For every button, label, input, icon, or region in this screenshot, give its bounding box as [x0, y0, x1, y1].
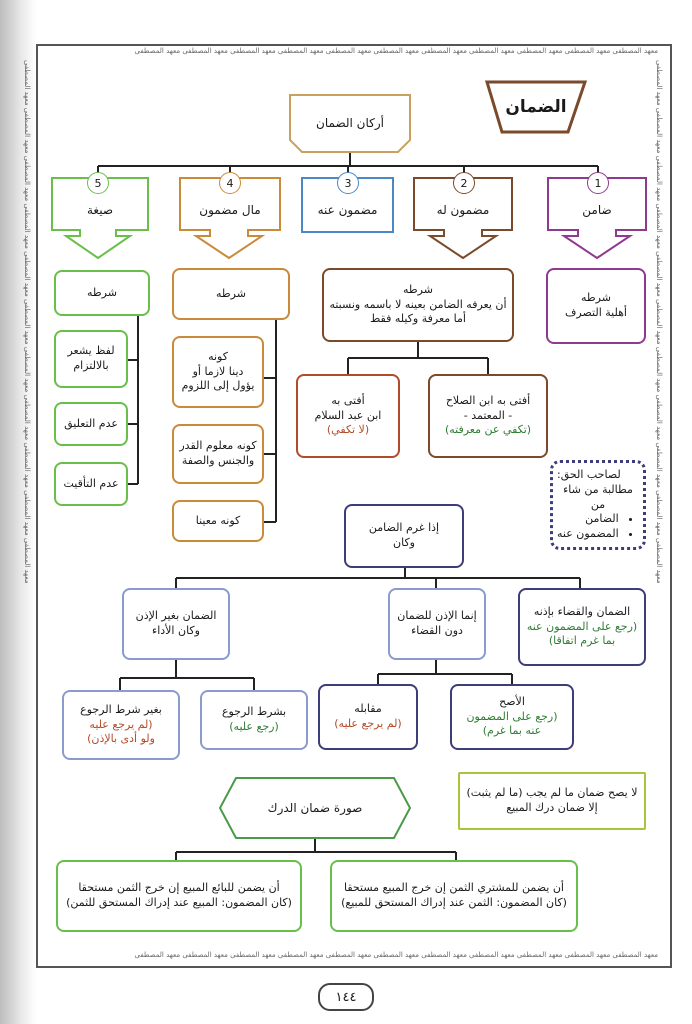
damin-condition-title: شرطه	[581, 291, 611, 305]
sigha-condition-item	[54, 402, 128, 446]
pillar-1-label: ضامن	[582, 203, 612, 217]
pillar-4-number: 4	[219, 172, 241, 194]
fatwa-ibn-abdsalam-note: (لا تكفي)	[326, 423, 370, 437]
pillar-3-label: مضمون عنه	[317, 203, 378, 217]
dark-case-buyer-box	[330, 860, 578, 932]
mal-condition-item-2-line2: والجنس والصفة	[181, 454, 255, 467]
sigha-condition-title: شرطه	[87, 285, 117, 299]
creditor-note-subtitle: مطالبة من شاء من	[563, 482, 633, 511]
asahh-note1: (رجع على المضمون	[466, 709, 558, 723]
case-2-line2: دون القضاء	[411, 624, 463, 637]
muqabiluhu-line1: مقابله	[354, 702, 382, 716]
mal-condition-title-box	[172, 268, 290, 320]
without-return-condition-note2: ولو أدى بالإذن)	[87, 732, 155, 746]
fatwa-ibn-abdsalam-box	[296, 374, 400, 458]
madmun-lahu-condition-title: شرطه	[403, 282, 433, 296]
fatwa-ibn-abdsalam-line1: أفتى به	[331, 393, 365, 407]
madmun-lahu-condition-box	[322, 268, 514, 342]
case-3-line2: وكان الأداء	[152, 624, 200, 637]
rule-box	[458, 772, 646, 830]
sigha-condition-title-box	[54, 270, 150, 316]
asahh-box	[450, 684, 574, 750]
border-text-bottom: معهد المصطفى معهد المصطفى معهد المصطفى معهد المصطفى معهد المصطفى معهد المصطفى معهد المصطفى معهد المصطفى معهد المصطفى معهد المصطفى معهد المصطفى	[134, 951, 658, 959]
without-return-condition-line1: بغير شرط الرجوع	[80, 702, 162, 716]
case-permission-guarantee-only-box	[388, 588, 486, 660]
root-label: أركان الضمان	[316, 116, 384, 130]
fatwa-ibn-abdsalam-line2: ابن عبد السلام	[314, 408, 382, 422]
dark-case-seller-line1: أن يضمن للبائع المبيع إن خرج الثمن مستحقا	[78, 881, 280, 895]
without-return-condition-note1: (لم يرجع عليه	[89, 717, 153, 731]
border-text-right: معهد المصطفى معهد المصطفى معهد المصطفى معهد المصطفى معهد المصطفى معهد المصطفى معهد المصطفى معهد المصطفى معهد المصطفى معهد المصطفى معهد المصطفى	[655, 60, 663, 584]
gharm-box	[344, 504, 464, 568]
sigha-condition-item-2: عدم التعليق	[64, 416, 118, 430]
sigha-condition-item-3: عدم التأقيت	[63, 476, 119, 490]
page-number: ١٤٤	[318, 983, 374, 1011]
asahh-note2: عنه بما غرم)	[482, 724, 542, 738]
pillar-2-number: 2	[453, 172, 475, 194]
mal-condition-title: شرطه	[216, 286, 246, 300]
border-text-left: معهد المصطفى معهد المصطفى معهد المصطفى معهد المصطفى معهد المصطفى معهد المصطفى معهد المصطفى معهد المصطفى معهد المصطفى معهد المصطفى معهد المصطفى	[23, 60, 31, 584]
pillar-1-number: 1	[587, 172, 609, 194]
gharm-line1: إذا غرم الضامن	[368, 521, 440, 535]
fatwa-ibn-salah-line1: أفتى به ابن الصلاح	[445, 393, 531, 407]
damin-condition-text: أهلية التصرف	[565, 306, 627, 319]
case-3-line1: الضمان بغير الإذن	[135, 609, 217, 623]
gharm-line2: وكان	[393, 536, 415, 549]
dark-case-buyer-line2: (كان المضمون: الثمن عند إدراك المستحق للمبيع)	[341, 896, 567, 909]
rule-line2: إلا ضمان درك المبيع	[506, 801, 598, 814]
pillar-4-label: مال مضمون	[199, 203, 261, 217]
creditor-note-box	[550, 460, 646, 550]
mal-condition-item	[172, 500, 264, 542]
mal-condition-item-1-line1: كونه	[208, 349, 228, 363]
sigha-condition-item-1-line1: لفظ يشعر	[67, 344, 115, 358]
pillar-5-label: صيغة	[86, 203, 114, 217]
fatwa-ibn-salah-note: (تكفي عن معرفته)	[444, 423, 532, 437]
creditor-note-title: لصاحب الحق:	[557, 467, 621, 481]
without-return-condition-box	[62, 690, 180, 760]
muqabiluhu-box	[318, 684, 418, 750]
creditor-note-list	[557, 512, 633, 542]
madmun-lahu-condition-line2: أما معرفة وكيله فقط	[370, 312, 466, 326]
border-text-top: معهد المصطفى معهد المصطفى معهد المصطفى معهد المصطفى معهد المصطفى معهد المصطفى معهد المصطفى معهد المصطفى معهد المصطفى معهد المصطفى معهد المصطفى	[134, 47, 658, 55]
mal-condition-item-2-line1: كونه معلوم القدر	[179, 439, 257, 453]
sigha-condition-item	[54, 330, 128, 388]
case-1-note1: (رجع على المضمون عنه	[526, 619, 638, 633]
with-return-condition-box	[200, 690, 308, 750]
creditor-note-item: • الضامن	[557, 512, 619, 527]
rule-line1: لا يصح ضمان ما لم يجب (ما لم يثبت)	[466, 786, 638, 800]
fatwa-ibn-salah-box	[428, 374, 548, 458]
pillar-2-label: مضمون له	[436, 203, 490, 217]
damin-condition-box	[546, 268, 646, 344]
with-return-condition-line1: بشرط الرجوع	[221, 705, 287, 719]
dark-case-seller-line2: (كان المضمون: المبيع عند إدراك المستحق للثمن)	[66, 896, 292, 909]
case-with-permission-box	[518, 588, 646, 666]
case-1-line1: الضمان والقضاء بإذنه	[533, 604, 631, 618]
pillar-3-number: 3	[337, 172, 359, 194]
creditor-note-item: • المضمون عنه	[557, 527, 619, 542]
asahh-line1: الأصح	[499, 694, 525, 708]
pillar-5-number: 5	[87, 172, 109, 194]
fatwa-ibn-salah-line2: - المعتمد -	[463, 408, 513, 422]
page-title: الضمان	[505, 97, 567, 117]
mal-condition-item	[172, 336, 264, 408]
dark-case-buyer-line1: أن يضمن للمشتري الثمن إن خرج المبيع مستحقا	[344, 881, 564, 895]
case-1-note2: بما غرم اتفاقا)	[548, 634, 616, 648]
mal-condition-item-3: كونه معينا	[195, 513, 241, 527]
mal-condition-item-1-line2: دينا لازما أو	[192, 364, 244, 378]
sigha-condition-item	[54, 462, 128, 506]
with-return-condition-note1: (رجع عليه)	[229, 720, 279, 733]
case-2-line1: إنما الإذن للضمان	[397, 609, 477, 623]
madmun-lahu-condition-line1: أن يعرفه الضامن بعينه لا باسمه ونسبته	[329, 297, 507, 311]
mal-condition-item-1-line3: يؤول إلى اللزوم	[181, 379, 255, 393]
dark-case-seller-box	[56, 860, 302, 932]
mal-condition-item	[172, 424, 264, 484]
muqabiluhu-note1: (لم يرجع عليه)	[334, 717, 402, 730]
case-without-permission-box	[122, 588, 230, 660]
sigha-condition-item-1-line2: بالالتزام	[73, 359, 109, 372]
dark-label: صورة ضمان الدرك	[267, 801, 363, 815]
